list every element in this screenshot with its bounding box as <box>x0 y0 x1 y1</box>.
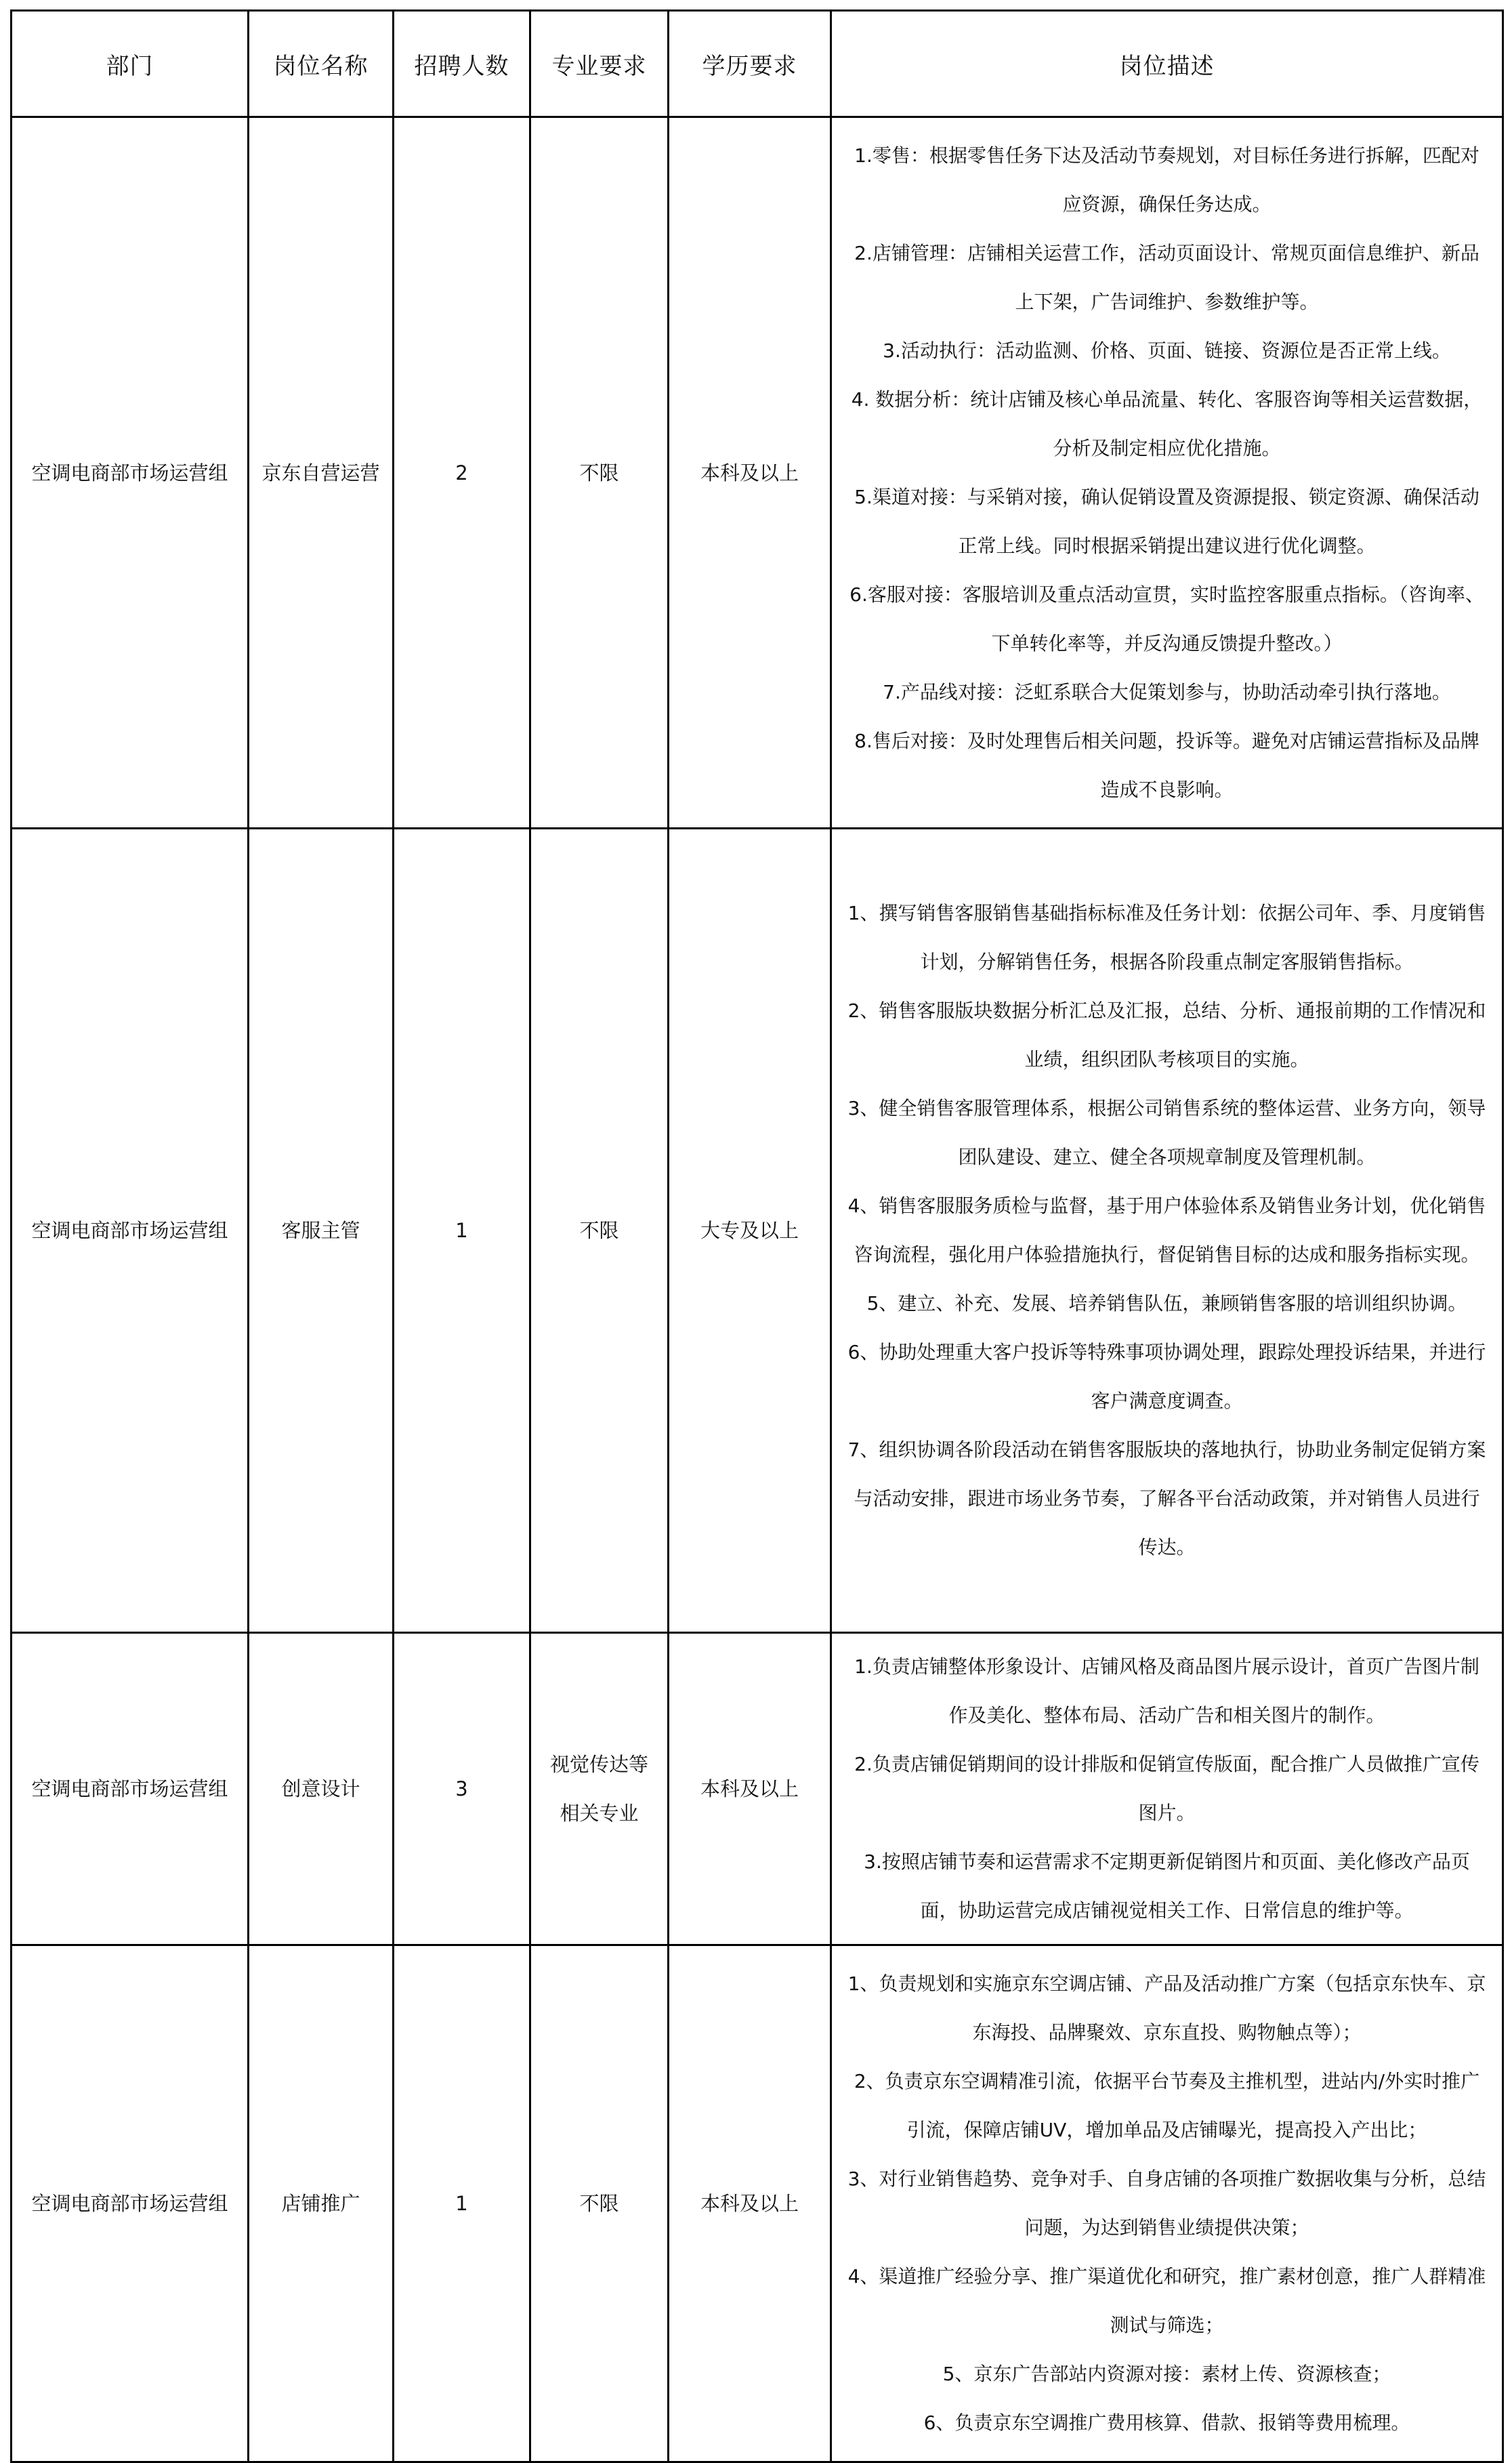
duty-item: 3、对行业销售趋势、竞争对手、自身店铺的各项推广数据收集与分析，总结问题，为达到销售业绩提供决策； <box>847 2168 1486 2239</box>
duty-item: 4、渠道推广经验分享、推广渠道优化和研究，推广素材创意，推广人群精准测试与筛选； <box>847 2265 1486 2336</box>
major-line: 不限 <box>579 1219 619 1242</box>
duty-item: 2.负责店铺促销期间的设计排版和促销宣传版面，配合推广人员做推广宣传图片。 <box>854 1753 1479 1824</box>
headcount-cell: 3 <box>394 1633 530 1945</box>
education-cell: 大专及以上 <box>669 829 831 1633</box>
job-postings-table <box>10 9 1504 2463</box>
duty-item: 3.活动执行：活动监测、价格、页面、链接、资源位是否正常上线。 <box>883 339 1451 362</box>
description-cell <box>831 1945 1503 2462</box>
duty-item: 6、协助处理重大客户投诉等特殊事项协调处理，跟踪处理投诉结果，并进行客户满意度调查。 <box>847 1341 1486 1412</box>
headcount-cell: 1 <box>394 1945 530 2462</box>
header-row <box>12 11 1503 117</box>
description-cell <box>831 1633 1503 1945</box>
duty-item: 7.产品线对接：泛虹系联合大促策划参与，协助活动牵引执行落地。 <box>883 680 1451 703</box>
duty-item: 5、京东广告部站内资源对接：素材上传、资源核查； <box>942 2363 1391 2385</box>
header-education: 学历要求 <box>669 11 831 117</box>
major-line: 不限 <box>579 461 619 484</box>
duty-item: 3.按照店铺节奏和运营需求不定期更新促销图片和页面、美化修改产品页面，协助运营完成店铺视觉相关工作、日常信息的维护等。 <box>864 1850 1470 1922</box>
table-row <box>12 117 1503 829</box>
header-position: 岗位名称 <box>249 11 394 117</box>
header-department: 部门 <box>12 11 249 117</box>
duty-item: 1、撰写销售客服销售基础指标标准及任务计划：依据公司年、季、月度销售计划，分解销售任务，根据各阶段重点制定客服销售指标。 <box>847 902 1486 973</box>
duty-item: 6、负责京东空调推广费用核算、借款、报销等费用梳理。 <box>923 2412 1410 2434</box>
major-line: 不限 <box>579 2192 619 2215</box>
duty-item: 1.负责店铺整体形象设计、店铺风格及商品图片展示设计，首页广告图片制作及美化、整体布局、活动广告和相关图片的制作。 <box>854 1655 1479 1726</box>
position-cell: 创意设计 <box>249 1633 394 1945</box>
department-cell: 空调电商部市场运营组 <box>12 829 249 1633</box>
duty-item: 4. 数据分析：统计店铺及核心单品流量、转化、客服咨询等相关运营数据，分析及制定相应优化措施。 <box>851 388 1483 459</box>
department-cell: 空调电商部市场运营组 <box>12 1945 249 2462</box>
duty-item: 2、负责京东空调精准引流，依据平台节奏及主推机型，进站内/外实时推广引流，保障店铺UV，增加单品及店铺曝光，提高投入产出比； <box>854 2070 1480 2141</box>
table-row <box>12 1633 1503 1945</box>
major-line: 视觉传达等 <box>549 1753 648 1776</box>
headcount-cell: 2 <box>394 117 530 829</box>
header-major: 专业要求 <box>530 11 669 117</box>
duty-item: 6.客服对接：客服培训及重点活动宣贯，实时监控客服重点指标。（咨询率、下单转化率等，并反沟通反馈提升整改。） <box>849 583 1484 655</box>
header-description: 岗位描述 <box>831 11 1503 117</box>
header-headcount: 招聘人数 <box>394 11 530 117</box>
position-cell: 京东自营运营 <box>249 117 394 829</box>
duty-item: 1、负责规划和实施京东空调店铺、产品及活动推广方案（包括京东快车、京东海投、品牌聚效、京东直投、购物触点等）； <box>847 1972 1486 2044</box>
major-cell <box>530 1633 669 1945</box>
duty-item: 8.售后对接：及时处理售后相关问题，投诉等。避免对店铺运营指标及品牌造成不良影响。 <box>854 729 1479 801</box>
duty-item: 5.渠道对接：与采销对接，确认促销设置及资源提报、锁定资源、确保活动正常上线。同时根据采销提出建议进行优化调整。 <box>854 485 1479 557</box>
major-cell <box>530 117 669 829</box>
table-row <box>12 1945 1503 2462</box>
major-cell <box>530 1945 669 2462</box>
duty-item: 2、销售客服版块数据分析汇总及汇报，总结、分析、通报前期的工作情况和业绩，组织团队考核项目的实施。 <box>847 999 1486 1071</box>
duty-item: 5、建立、补充、发展、培养销售队伍，兼顾销售客服的培训组织协调。 <box>866 1292 1467 1315</box>
major-line: 相关专业 <box>560 1802 639 1825</box>
education-cell: 本科及以上 <box>669 117 831 829</box>
duty-item: 1.零售：根据零售任务下达及活动节奏规划，对目标任务进行拆解，匹配对应资源，确保任务达成。 <box>854 144 1479 215</box>
department-cell: 空调电商部市场运营组 <box>12 117 249 829</box>
description-cell <box>831 117 1503 829</box>
major-cell <box>530 829 669 1633</box>
position-cell: 客服主管 <box>249 829 394 1633</box>
duty-item: 3、健全销售客服管理体系，根据公司销售系统的整体运营、业务方向，领导团队建设、建立、健全各项规章制度及管理机制。 <box>847 1097 1486 1168</box>
table-row <box>12 829 1503 1633</box>
duty-item: 7、组织协调各阶段活动在销售客服版块的落地执行，协助业务制定促销方案与活动安排，跟进市场业务节奏，了解各平台活动政策，并对销售人员进行传达。 <box>847 1439 1486 1558</box>
position-cell: 店铺推广 <box>249 1945 394 2462</box>
education-cell: 本科及以上 <box>669 1633 831 1945</box>
department-cell: 空调电商部市场运营组 <box>12 1633 249 1945</box>
headcount-cell: 1 <box>394 829 530 1633</box>
duty-item: 4、销售客服服务质检与监督，基于用户体验体系及销售业务计划，优化销售咨询流程，强化用户体验措施执行，督促销售目标的达成和服务指标实现。 <box>847 1195 1486 1266</box>
description-cell <box>831 829 1503 1633</box>
education-cell: 本科及以上 <box>669 1945 831 2462</box>
duty-item: 2.店铺管理：店铺相关运营工作，活动页面设计、常规页面信息维护、新品上下架，广告词维护、参数维护等。 <box>854 241 1479 313</box>
